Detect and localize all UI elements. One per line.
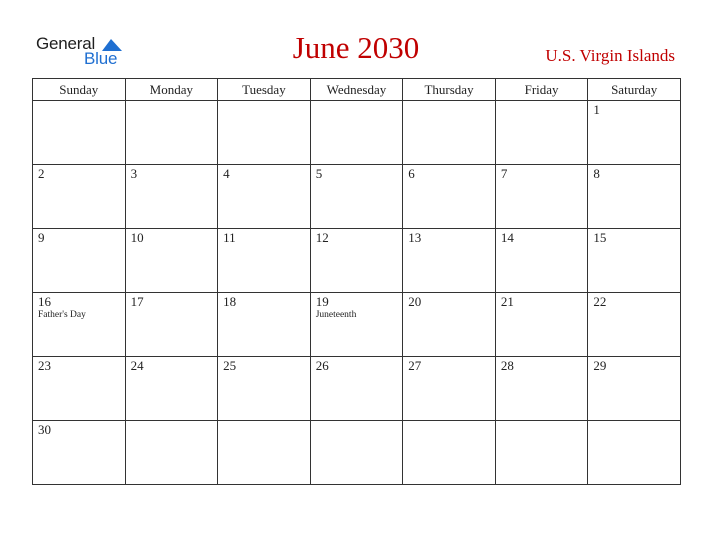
day-number: 15	[593, 230, 607, 245]
day-number: 2	[38, 166, 45, 181]
day-number: 6	[408, 166, 415, 181]
day-number: 22	[593, 294, 607, 309]
day-number: 10	[130, 230, 144, 245]
day-cell	[218, 229, 311, 293]
week-row	[33, 165, 681, 229]
day-cell	[125, 165, 218, 229]
day-number: 3	[130, 166, 138, 181]
day-cell	[403, 421, 496, 485]
day-cell	[310, 421, 403, 485]
day-cell	[403, 293, 496, 357]
weekday-header: Saturday	[588, 79, 681, 101]
day-cell	[33, 421, 126, 485]
day-cell	[218, 101, 311, 165]
weekday-header: Monday	[125, 79, 218, 101]
week-row	[33, 421, 681, 485]
day-number: 20	[408, 294, 422, 309]
day-cell	[588, 165, 681, 229]
day-cell	[33, 357, 126, 421]
day-number: 26	[315, 358, 329, 373]
day-cell	[310, 229, 403, 293]
day-number: 17	[130, 294, 144, 309]
day-cell	[310, 293, 403, 357]
day-cell	[588, 229, 681, 293]
day-cell	[125, 357, 218, 421]
day-number: 18	[223, 294, 237, 309]
day-number: 14	[500, 230, 514, 245]
day-cell	[588, 357, 681, 421]
day-number: 24	[130, 358, 144, 373]
day-number: 5	[315, 166, 323, 181]
day-cell	[588, 293, 681, 357]
day-cell	[125, 101, 218, 165]
weekday-header: Sunday	[33, 79, 126, 101]
day-cell	[403, 165, 496, 229]
day-cell	[588, 421, 681, 485]
day-cell	[125, 421, 218, 485]
region-label: U.S. Virgin Islands	[545, 46, 675, 65]
day-cell	[310, 101, 403, 165]
day-cell	[403, 101, 496, 165]
day-number: 9	[38, 230, 45, 245]
week-row	[33, 357, 681, 421]
week-row	[33, 101, 681, 165]
day-cell	[495, 357, 588, 421]
day-number: 23	[38, 358, 51, 373]
calendar-grid	[32, 78, 681, 485]
day-cell	[495, 421, 588, 485]
day-cell	[218, 165, 311, 229]
holiday-label: Juneteenth	[315, 310, 357, 320]
day-cell	[495, 229, 588, 293]
weekday-header: Tuesday	[218, 79, 311, 101]
day-cell	[33, 293, 126, 357]
day-cell	[310, 357, 403, 421]
day-cell	[403, 357, 496, 421]
day-number: 4	[223, 166, 230, 181]
day-cell	[33, 165, 126, 229]
day-number: 13	[408, 230, 422, 245]
day-cell	[218, 293, 311, 357]
page-title: June 2030	[292, 30, 420, 65]
day-cell	[33, 229, 126, 293]
day-cell	[588, 101, 681, 165]
weekday-header: Friday	[495, 79, 588, 101]
day-cell	[403, 229, 496, 293]
logo-text-general: General	[36, 34, 96, 53]
weekday-header: Thursday	[403, 79, 496, 101]
holiday-label: Father's Day	[38, 310, 86, 320]
day-number: 30	[38, 422, 51, 437]
day-cell	[218, 421, 311, 485]
day-number: 29	[593, 358, 607, 373]
day-number: 12	[315, 230, 329, 245]
day-number: 1	[593, 102, 600, 117]
day-cell	[33, 101, 126, 165]
day-cell	[218, 357, 311, 421]
day-cell	[495, 101, 588, 165]
day-cell	[125, 293, 218, 357]
week-row	[33, 293, 681, 357]
day-number: 19	[315, 294, 329, 309]
day-cell	[495, 165, 588, 229]
logo-text-blue: Blue	[84, 49, 118, 68]
day-number: 8	[593, 166, 600, 181]
day-number: 28	[500, 358, 514, 373]
day-number: 16	[38, 294, 51, 309]
day-number: 21	[500, 294, 514, 309]
week-row	[33, 229, 681, 293]
day-cell	[125, 229, 218, 293]
day-cell	[495, 293, 588, 357]
weekday-header: Wednesday	[310, 79, 403, 101]
day-number: 27	[408, 358, 422, 373]
day-number: 11	[223, 230, 236, 245]
weekday-header-row	[33, 79, 681, 101]
day-number: 7	[500, 166, 508, 181]
day-number: 25	[223, 358, 237, 373]
day-cell	[310, 165, 403, 229]
